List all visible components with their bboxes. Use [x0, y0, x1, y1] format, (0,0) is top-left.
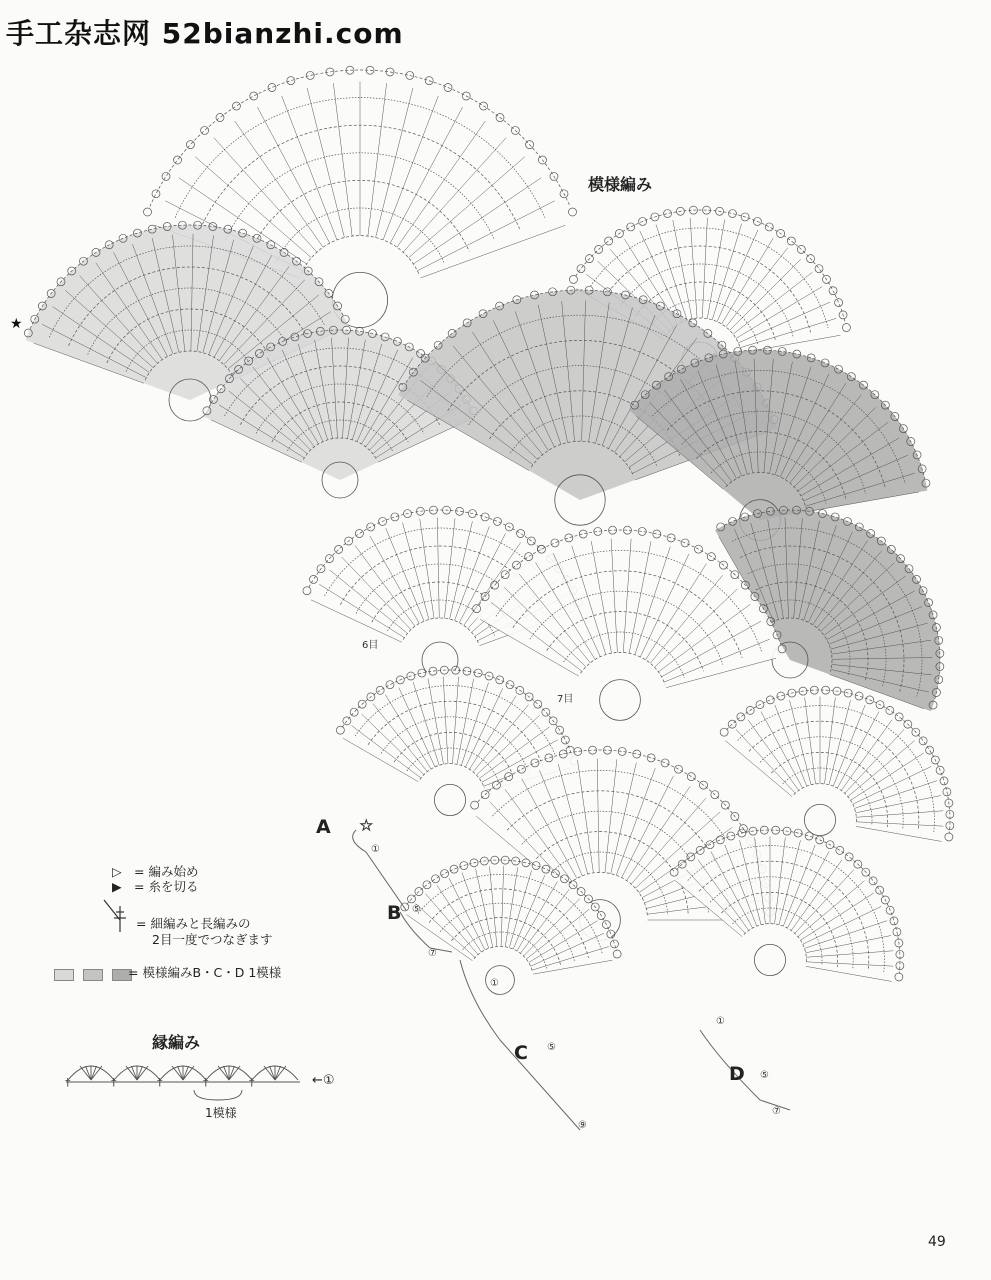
edging-stitch: [178, 1066, 184, 1080]
section-a-star-icon: ★: [360, 818, 373, 834]
edging-round-label: ←①: [312, 1073, 335, 1088]
edging-repeat-brace: [194, 1090, 242, 1100]
edging-stitch: [86, 1066, 92, 1080]
edging-stitch: [264, 1066, 275, 1080]
round-marker-d5: ⑤: [760, 1070, 769, 1081]
legend-cut-label: = 糸を切る: [134, 879, 199, 894]
round-marker-d7: ⑦: [772, 1106, 781, 1117]
edging-stitch: [132, 1066, 138, 1080]
section-label-b: B: [387, 902, 402, 924]
round-marker-c5: ⑤: [547, 1042, 556, 1053]
section-bracket: [353, 830, 406, 910]
edging-stitch: [137, 1066, 148, 1080]
single-crochet-icon: †: [111, 1076, 117, 1089]
single-crochet-icon: †: [203, 1076, 209, 1089]
edging-stitch: [91, 1066, 97, 1080]
round-marker-7: 7目: [557, 694, 574, 705]
edging-stitch: [229, 1066, 240, 1080]
round-marker-c9: ⑨: [578, 1120, 587, 1131]
edging-stitch: [183, 1066, 189, 1080]
legend-pattern-swatches: [54, 966, 132, 985]
legend-pattern-label: = 模様編みB・C・D 1模様: [128, 965, 282, 980]
edging-stitch: [91, 1066, 102, 1080]
section-label-d: D: [729, 1063, 745, 1085]
page-number: 49: [928, 1234, 946, 1250]
chart-title: 模様編み: [588, 175, 653, 194]
edging-stitch: [224, 1066, 230, 1080]
round-marker-d1: ①: [716, 1016, 725, 1027]
single-crochet-icon: †: [249, 1076, 255, 1089]
edging-stitch: [172, 1066, 183, 1080]
legend-join-line2: 2目一度でつなぎます: [152, 932, 273, 947]
legend-cut: [100, 879, 198, 894]
edging-stitch: [229, 1066, 235, 1080]
swatch-medium: [83, 969, 103, 981]
legend-start: [100, 864, 198, 879]
cut-triangle-icon: ▶: [112, 879, 122, 894]
edging-stitch: [137, 1066, 143, 1080]
edging-stitch: [270, 1066, 276, 1080]
edging-stitch: [275, 1066, 281, 1080]
fan-motif: [720, 686, 954, 842]
round-marker-6: 6目: [362, 640, 379, 651]
edging-stitch: [80, 1066, 91, 1080]
legend-join-line1: = 細編みと長編みの: [136, 916, 251, 931]
swatch-light: [54, 969, 74, 981]
round-marker-b7: ⑦: [428, 948, 437, 959]
fan-motifs: [10, 66, 954, 994]
section-bracket: [700, 1030, 790, 1110]
legend-start-label: = 編み始め: [134, 864, 199, 879]
start-triangle-icon: ▷: [112, 864, 122, 879]
legend: [100, 864, 198, 894]
edging-title: 縁編み: [152, 1033, 201, 1052]
round-marker-b5: ⑤: [412, 904, 421, 915]
join-stitch-icon: [98, 896, 138, 936]
single-crochet-icon: †: [157, 1076, 163, 1089]
edging-stitch: [218, 1066, 229, 1080]
round-marker-c1: ①: [490, 978, 499, 989]
edging-repeat-label: 1模様: [205, 1106, 237, 1120]
fan-motif: [670, 826, 904, 982]
watermark: 手工杂志网 52bianzhi.com: [6, 17, 404, 50]
section-label-c: C: [514, 1042, 528, 1064]
edging-stitch: [126, 1066, 137, 1080]
edging-diagram: [58, 1056, 308, 1106]
section-label-a: A: [316, 816, 331, 838]
round-marker-a1: ①: [371, 844, 380, 855]
start-star-icon: ★: [10, 316, 23, 332]
edging-stitch: [183, 1066, 194, 1080]
edging-stitch: [275, 1066, 286, 1080]
single-crochet-icon: †: [65, 1076, 71, 1089]
